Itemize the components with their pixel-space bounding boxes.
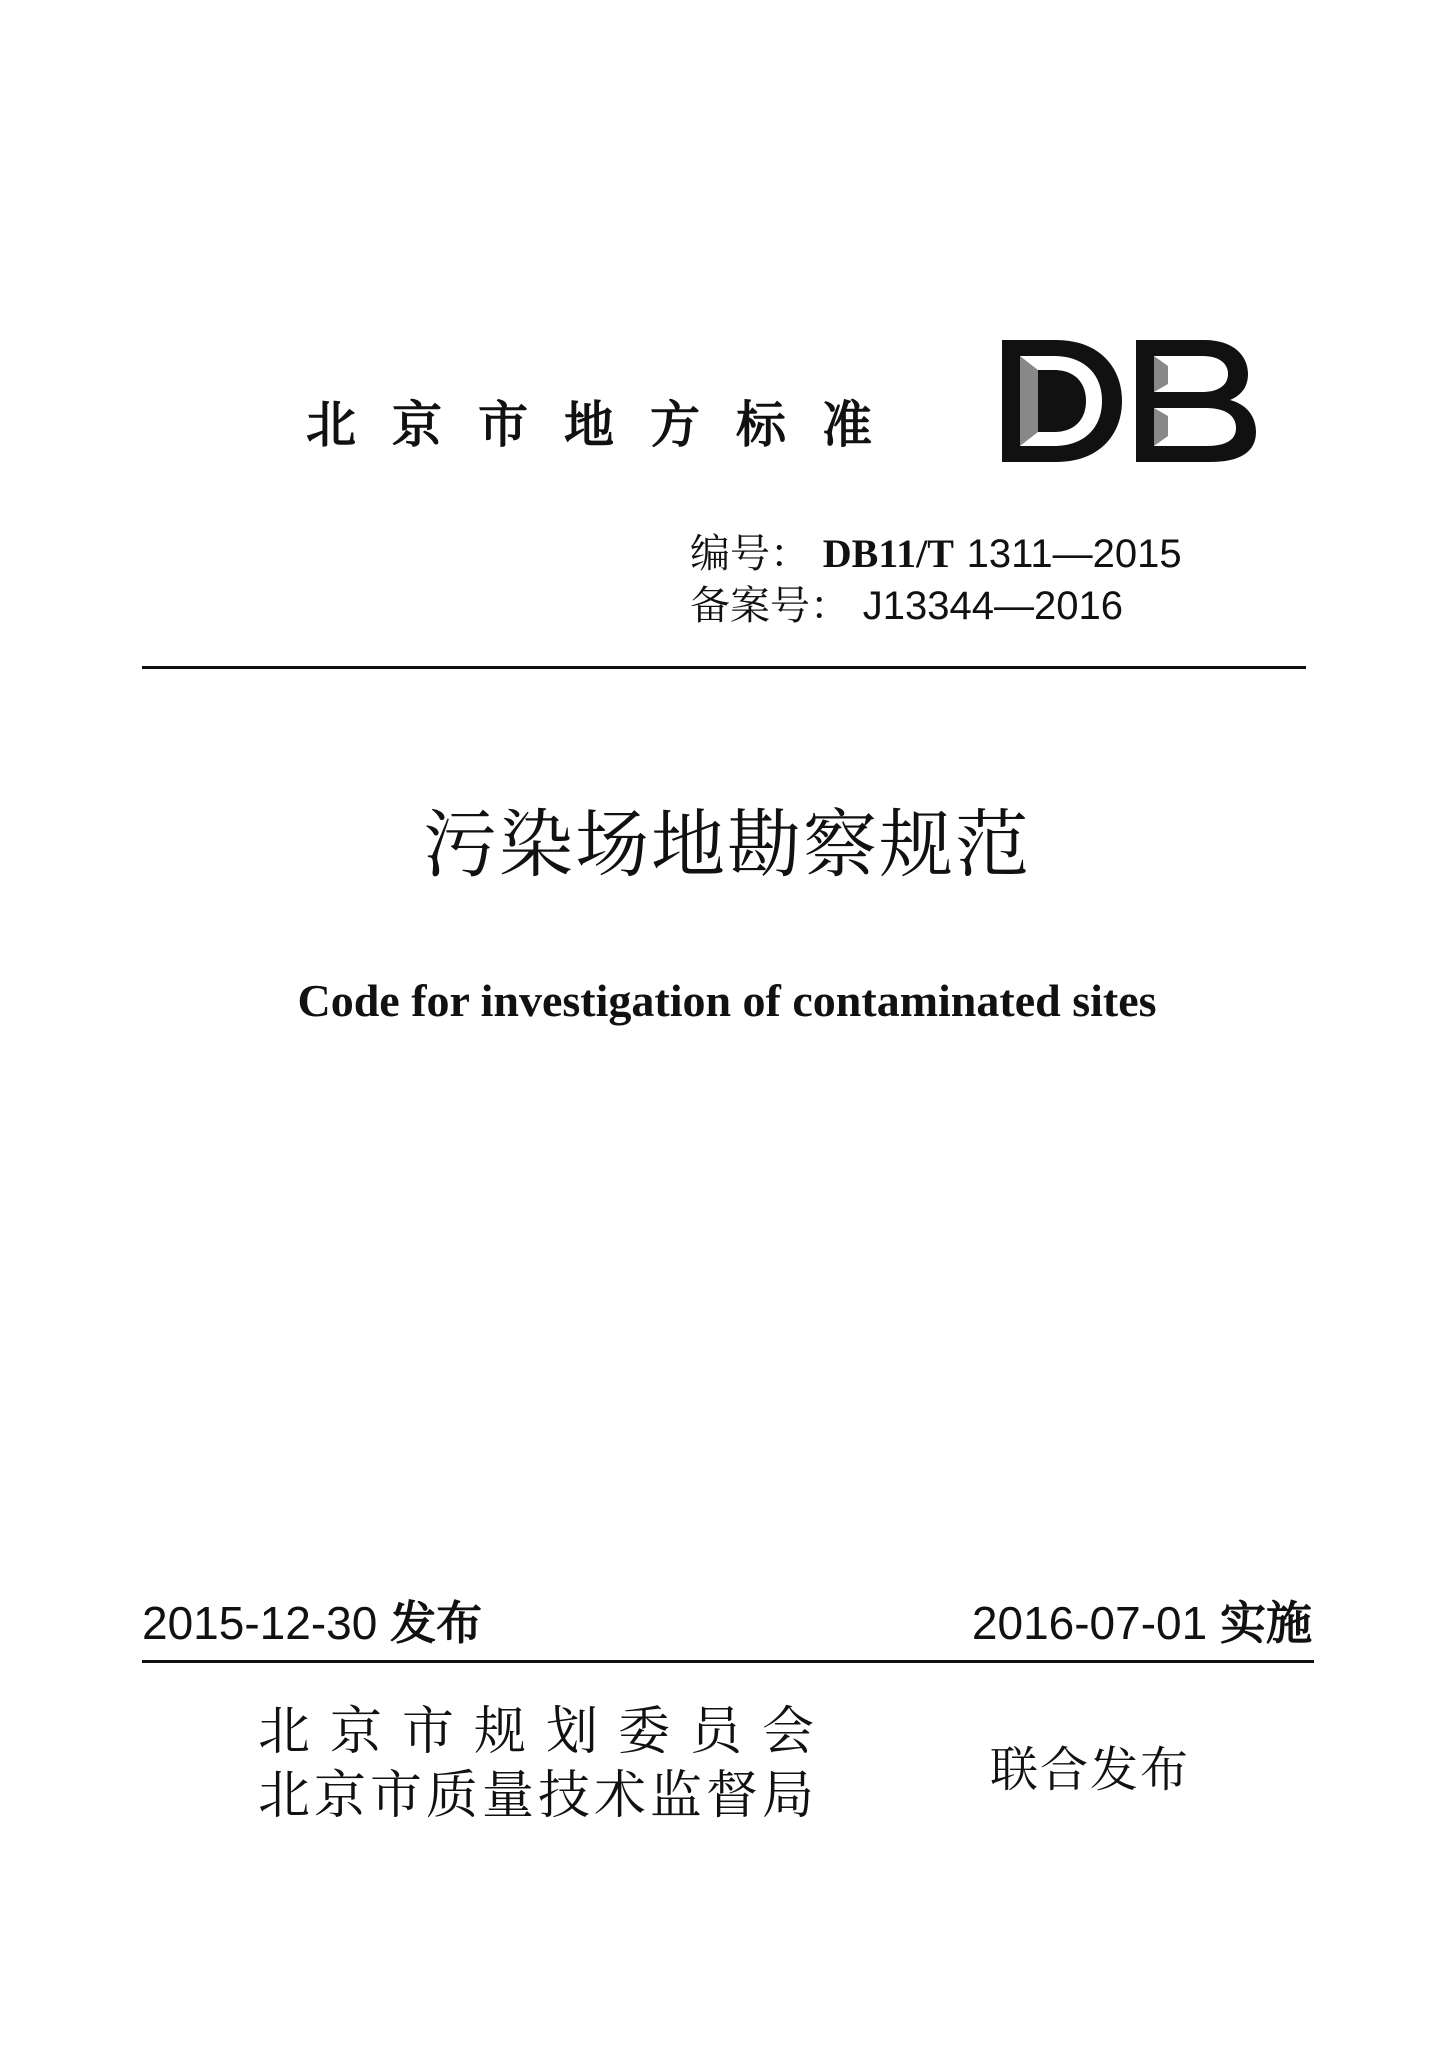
standard-code-value: 1311—2015 xyxy=(966,532,1182,576)
publish-date-value: 2015-12-30 xyxy=(142,1597,378,1649)
standard-code-label: 编号： xyxy=(690,531,810,577)
publish-date xyxy=(142,1596,483,1650)
title-chinese: 污染场地勘察规范 xyxy=(423,802,1031,888)
record-number-label: 备案号： xyxy=(690,583,850,629)
effective-date-value: 2016-07-01 xyxy=(971,1597,1208,1649)
title-english: Code for investigation of contaminated sites xyxy=(297,975,1157,1026)
publish-word: 发布 xyxy=(390,1596,483,1650)
joint-release-label: 联合发布 xyxy=(990,1742,1191,1798)
issuers xyxy=(258,1700,834,1828)
effective-word: 实施 xyxy=(1220,1596,1312,1650)
record-number-row xyxy=(690,580,1182,632)
standard-code-prefix: DB11/T xyxy=(822,531,954,576)
standard-numbers xyxy=(690,528,1182,632)
top-divider xyxy=(142,666,1306,669)
issuer-planning-commission: 北京市规划委员会 xyxy=(258,1702,835,1762)
bottom-divider xyxy=(142,1660,1314,1663)
standard-code-row xyxy=(690,528,1182,580)
standard-type: 北京市地方标准 xyxy=(306,396,908,454)
db-logo xyxy=(998,336,1260,466)
issuer-quality-bureau: 北京市质量技术监督局 xyxy=(258,1766,819,1826)
effective-date xyxy=(971,1596,1312,1650)
record-number-value: J13344—2016 xyxy=(862,584,1123,628)
